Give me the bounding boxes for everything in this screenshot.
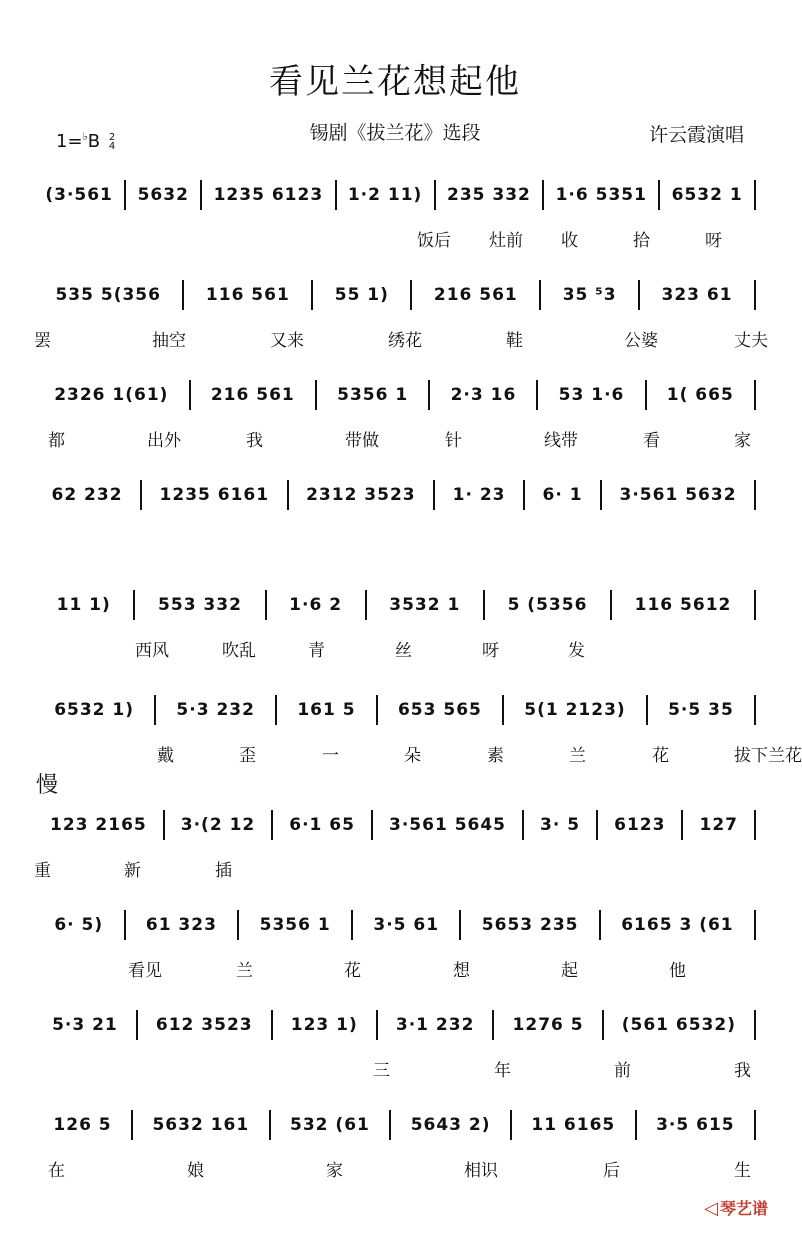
- notation-line: [34, 695, 756, 725]
- measure: [504, 695, 648, 725]
- lyric-line: [34, 426, 756, 450]
- measure-notes: 127: [699, 815, 738, 835]
- score-subtitle: 锡剧《拔兰花》选段: [309, 122, 481, 144]
- lyric-word: 青: [308, 641, 325, 661]
- measure-notes: 1·2 11): [347, 185, 423, 205]
- measure-notes: 6123: [614, 815, 666, 835]
- measure: [601, 910, 756, 940]
- measure-notes: 3·5 615: [656, 1115, 735, 1135]
- measure: [34, 280, 184, 310]
- measure: [378, 1010, 495, 1040]
- lyric-word: 前: [614, 1061, 631, 1081]
- measure-notes: 5 (5356: [507, 595, 588, 615]
- key-main: 1=: [56, 131, 83, 152]
- measure: [485, 590, 612, 620]
- lyric-word: 娘: [187, 1161, 204, 1181]
- measure: [191, 380, 317, 410]
- lyric-word: 在: [48, 1161, 65, 1181]
- measure: [538, 380, 646, 410]
- notation-line: [34, 590, 756, 620]
- measure-notes: 11 1): [56, 595, 111, 615]
- measure: [267, 590, 367, 620]
- measure-notes: 116 5612: [634, 595, 732, 615]
- lyric-word: 我: [734, 1061, 751, 1081]
- lyric-word: 戴: [157, 746, 174, 766]
- score-title: 看见兰花想起他: [269, 62, 521, 102]
- lyric-word: 素: [487, 746, 504, 766]
- lyric-word: 想: [453, 961, 470, 981]
- measure-notes: 323 61: [661, 285, 733, 305]
- lyric-word: 发: [568, 641, 585, 661]
- lyric-word: 鞋: [506, 331, 523, 351]
- lyric-word: 生: [734, 1161, 751, 1181]
- measure: [412, 280, 541, 310]
- measure-notes: 5356 1: [259, 915, 331, 935]
- measure: [34, 380, 191, 410]
- measure: [138, 1010, 273, 1040]
- lyric-word: 罢: [34, 331, 51, 351]
- measure-notes: 3·561 5645: [389, 815, 507, 835]
- measure: [541, 280, 640, 310]
- lyric-line: [34, 956, 756, 980]
- measure: [202, 180, 336, 210]
- lyric-word: 吹乱: [222, 641, 256, 661]
- measure-notes: 235 332: [447, 185, 531, 205]
- measure-notes: 553 332: [158, 595, 242, 615]
- lyric-word: 兰: [569, 746, 586, 766]
- measure: [683, 810, 756, 840]
- lyric-word: 一: [322, 746, 339, 766]
- notation-line: [34, 480, 756, 510]
- lyric-word: 收: [561, 231, 578, 251]
- lyric-word: 绣花: [388, 331, 422, 351]
- measure-notes: 55 1): [334, 285, 389, 305]
- lyric-word: 西风: [135, 641, 169, 661]
- measure-notes: 5(1 2123): [524, 700, 626, 720]
- measure-notes: 1276 5: [512, 1015, 584, 1035]
- notation-line: [34, 180, 756, 210]
- measure: [239, 910, 353, 940]
- measure: [494, 1010, 603, 1040]
- lyric-line: [34, 856, 756, 880]
- notation-line: [34, 280, 756, 310]
- watermark-logo: [704, 1196, 768, 1219]
- lyric-word: 家: [326, 1161, 343, 1181]
- measure-notes: (3·561: [45, 185, 113, 205]
- measure: [289, 480, 436, 510]
- measure: [436, 180, 545, 210]
- measure: [512, 1110, 637, 1140]
- measure-notes: 123 1): [290, 1015, 358, 1035]
- measure-notes: 6· 1: [542, 485, 583, 505]
- measure-notes: 535 5(356: [55, 285, 161, 305]
- measure: [435, 480, 525, 510]
- lyric-word: 公婆: [624, 331, 658, 351]
- lyric-word: 拔下兰花: [734, 746, 802, 766]
- lyric-word: 歪: [239, 746, 256, 766]
- measure: [612, 590, 756, 620]
- measure-notes: 653 565: [397, 700, 482, 720]
- notation-line: [34, 1010, 756, 1040]
- notation-line: [34, 1110, 756, 1140]
- measure: [378, 695, 504, 725]
- measure-notes: 3·5 61: [373, 915, 440, 935]
- lyric-line: [34, 1156, 756, 1180]
- key-note: B: [87, 131, 101, 152]
- lyric-word: 花: [652, 746, 669, 766]
- measure-notes: 35 ⁵3: [562, 285, 617, 305]
- measure-notes: 216 561: [433, 285, 518, 305]
- measure-notes: 5·3 232: [176, 700, 255, 720]
- measure-notes: 3·1 232: [395, 1015, 475, 1035]
- measure-notes: 5632: [137, 185, 189, 205]
- measure-notes: 161 5: [297, 700, 356, 720]
- lyric-line: [34, 741, 802, 766]
- measure-notes: 11 6165: [531, 1115, 616, 1135]
- measure: [34, 480, 142, 510]
- measure-notes: 5643 2): [410, 1115, 491, 1135]
- measure: [604, 1010, 756, 1040]
- lyric-line: [34, 526, 756, 550]
- lyric-word: 抽空: [152, 331, 186, 351]
- measure: [126, 910, 240, 940]
- lyric-word: 出外: [147, 431, 181, 451]
- measure: [34, 910, 126, 940]
- measure: [637, 1110, 756, 1140]
- measure-notes: 6532 1): [54, 700, 135, 720]
- measure: [313, 280, 412, 310]
- measure-notes: 3·(2 12: [180, 815, 256, 835]
- measure: [373, 810, 524, 840]
- measure-notes: 1235 6123: [213, 185, 324, 205]
- measure-notes: 123 2165: [50, 815, 147, 835]
- singer-credit: 许云霞演唱: [648, 124, 744, 146]
- notation-line: [34, 380, 756, 410]
- measure-notes: 612 3523: [155, 1015, 253, 1035]
- measure-notes: 2·3 16: [450, 385, 517, 405]
- measure-notes: 3·561 5632: [619, 485, 737, 505]
- measure-notes: 61 323: [145, 915, 217, 935]
- lyric-word: 呀: [482, 641, 499, 661]
- measure-notes: 5356 1: [337, 385, 409, 405]
- lyric-word: 三: [373, 1061, 390, 1081]
- lyric-word: 重: [34, 861, 51, 881]
- lyric-word: 后: [603, 1161, 620, 1181]
- measure: [660, 180, 756, 210]
- measure: [34, 180, 126, 210]
- measure: [34, 1010, 138, 1040]
- measure-notes: 3532 1: [389, 595, 461, 615]
- lyric-word: 看: [643, 431, 660, 451]
- tempo-marking: 慢: [36, 773, 59, 798]
- notation-line: [34, 910, 756, 940]
- measure: [271, 1110, 392, 1140]
- measure: [602, 480, 756, 510]
- lyric-word: 起: [561, 961, 578, 981]
- measure-notes: 6165 3 (61: [621, 915, 734, 935]
- measure: [367, 590, 485, 620]
- lyric-word: 家: [734, 431, 751, 451]
- lyric-line: [34, 226, 756, 250]
- measure-notes: 62 232: [51, 485, 123, 505]
- measure-notes: 5653 235: [481, 915, 579, 935]
- measure-notes: 2326 1(61): [54, 385, 169, 405]
- measure-notes: 1·6 2: [289, 595, 343, 615]
- measure-notes: 2312 3523: [306, 485, 416, 505]
- measure-notes: 6·1 65: [289, 815, 355, 835]
- measure: [34, 810, 165, 840]
- lyric-line: [34, 1056, 756, 1080]
- key-flat: ♭: [82, 130, 88, 143]
- lyric-word: 朵: [404, 746, 421, 766]
- measure: [524, 810, 598, 840]
- lyric-word: 插: [215, 861, 232, 881]
- lyric-word: 又来: [270, 331, 304, 351]
- measure: [317, 380, 430, 410]
- lyric-line: [34, 326, 768, 351]
- measure: [337, 180, 436, 210]
- lyric-word: 他: [669, 961, 686, 981]
- measure: [135, 590, 266, 620]
- lyric-word: 拾: [633, 231, 650, 251]
- measure-notes: 5·3 21: [52, 1015, 118, 1035]
- measure: [184, 280, 313, 310]
- measure: [277, 695, 378, 725]
- measure-notes: 1· 23: [452, 485, 506, 505]
- measure-notes: 532 (61: [290, 1115, 370, 1135]
- measure: [640, 280, 756, 310]
- measure: [34, 1110, 133, 1140]
- measure: [391, 1110, 512, 1140]
- measure: [34, 590, 135, 620]
- measure: [142, 480, 289, 510]
- measure: [165, 810, 274, 840]
- measure: [647, 380, 756, 410]
- measure: [525, 480, 602, 510]
- lyric-word: 针: [445, 431, 462, 451]
- measure-notes: (561 6532): [621, 1015, 736, 1035]
- measure: [133, 1110, 271, 1140]
- measure-notes: 3· 5: [540, 815, 581, 835]
- measure: [156, 695, 277, 725]
- notation-line: [34, 810, 756, 840]
- measure-notes: 6· 5): [54, 915, 104, 935]
- measure: [544, 180, 660, 210]
- lyric-word: 看见: [128, 961, 162, 981]
- measure: [273, 1010, 378, 1040]
- measure-notes: 53 1·6: [558, 385, 625, 405]
- lyric-word: 饭后: [417, 231, 451, 251]
- lyric-word: 我: [246, 431, 263, 451]
- measure-notes: 126 5: [53, 1115, 112, 1135]
- time-denominator: 4: [108, 141, 116, 152]
- measure: [126, 180, 202, 210]
- measure-notes: 5632 161: [152, 1115, 250, 1135]
- measure: [353, 910, 461, 940]
- measure-notes: 116 561: [205, 285, 290, 305]
- lyric-word: 都: [48, 431, 65, 451]
- lyric-word: 丝: [395, 641, 412, 661]
- measure: [648, 695, 756, 725]
- measure-notes: 1( 665: [666, 385, 734, 405]
- measure: [34, 695, 156, 725]
- lyric-word: 相识: [464, 1161, 498, 1181]
- measure: [598, 810, 683, 840]
- lyric-line: [34, 636, 756, 660]
- lyric-word: 线带: [544, 431, 578, 451]
- measure: [430, 380, 538, 410]
- lyric-word: 呀: [705, 231, 722, 251]
- lyric-word: 新: [124, 861, 141, 881]
- logo-icon: ◁: [704, 1198, 718, 1219]
- measure: [461, 910, 600, 940]
- lyric-word: 灶前: [489, 231, 523, 251]
- lyric-word: 兰: [236, 961, 253, 981]
- measure-notes: 6532 1: [671, 185, 743, 205]
- lyric-word: 丈夫: [734, 331, 768, 351]
- lyric-word: 年: [494, 1061, 511, 1081]
- measure-notes: 1235 6161: [159, 485, 270, 505]
- measure-notes: 5·5 35: [668, 700, 734, 720]
- measure-notes: 216 561: [210, 385, 295, 405]
- lyric-word: 带做: [345, 431, 379, 451]
- measure: [273, 810, 373, 840]
- measure-notes: 1·6 5351: [555, 185, 647, 205]
- lyric-word: 花: [344, 961, 361, 981]
- time-numerator: 2: [108, 132, 116, 143]
- logo-text: 琴艺谱: [719, 1199, 768, 1218]
